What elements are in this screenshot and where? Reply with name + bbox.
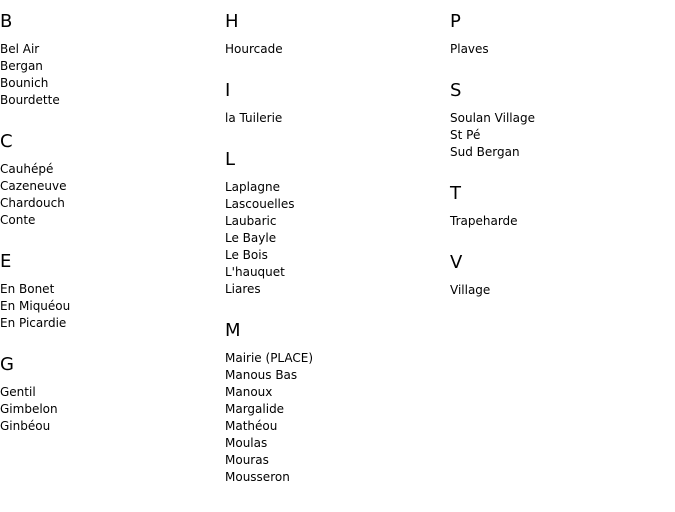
place-list: [225, 41, 445, 58]
letter-heading: I: [225, 80, 231, 101]
place-link[interactable]: Laubaric: [225, 214, 277, 228]
place-link[interactable]: Liares: [225, 282, 261, 296]
place-link[interactable]: Laplagne: [225, 180, 280, 194]
place-link[interactable]: Bounich: [0, 76, 49, 90]
letter-group: [450, 252, 670, 299]
place-link[interactable]: Lascouelles: [225, 197, 295, 211]
place-list: [0, 281, 220, 332]
letter-group: [450, 80, 670, 161]
index-column-1: [0, 0, 220, 435]
letter-heading: L: [225, 149, 236, 170]
place-link[interactable]: Bel Air: [0, 42, 40, 56]
letter-group: [450, 11, 670, 58]
place-link[interactable]: Chardouch: [0, 196, 65, 210]
place-list: [225, 110, 445, 127]
place-link[interactable]: En Picardie: [0, 316, 67, 330]
index-column-3: [450, 0, 670, 299]
letter-heading: P: [450, 11, 461, 32]
place-link[interactable]: Sud Bergan: [450, 145, 520, 159]
place-link[interactable]: Conte: [0, 213, 36, 227]
place-link[interactable]: Mousseron: [225, 470, 290, 484]
place-link[interactable]: Bourdette: [0, 93, 60, 107]
letter-group: [0, 11, 220, 109]
place-link[interactable]: Cauhépé: [0, 162, 54, 176]
place-list: [225, 350, 445, 486]
letter-group: [225, 149, 445, 298]
letter-group: [0, 354, 220, 435]
place-link[interactable]: Ginbéou: [0, 419, 51, 433]
place-list: [0, 161, 220, 229]
place-link[interactable]: St Pé: [450, 128, 481, 142]
place-link[interactable]: Trapeharde: [450, 214, 518, 228]
place-list: [450, 282, 670, 299]
place-link[interactable]: Mouras: [225, 453, 269, 467]
place-link[interactable]: Hourcade: [225, 42, 283, 56]
letter-group: [450, 183, 670, 230]
place-link[interactable]: Manoux: [225, 385, 273, 399]
place-link[interactable]: Le Bois: [225, 248, 268, 262]
place-link[interactable]: Le Bayle: [225, 231, 277, 245]
place-link[interactable]: Cazeneuve: [0, 179, 67, 193]
letter-heading: H: [225, 11, 239, 32]
place-link[interactable]: Gimbelon: [0, 402, 58, 416]
letter-heading: M: [225, 320, 241, 341]
letter-group: [0, 131, 220, 229]
letter-heading: V: [450, 252, 463, 273]
place-link[interactable]: Moulas: [225, 436, 268, 450]
place-link[interactable]: Bergan: [0, 59, 43, 73]
letter-heading: C: [0, 131, 13, 152]
letter-heading: G: [0, 354, 14, 375]
place-list: [0, 384, 220, 435]
place-link[interactable]: Margalide: [225, 402, 285, 416]
letter-group: [225, 11, 445, 58]
place-list: [450, 213, 670, 230]
letter-heading: T: [450, 183, 461, 204]
place-link[interactable]: Mathéou: [225, 419, 278, 433]
letter-group: [225, 80, 445, 127]
index-column-2: [225, 0, 445, 486]
place-list: [450, 41, 670, 58]
letter-group: [0, 251, 220, 332]
place-list: [225, 179, 445, 298]
place-link[interactable]: Plaves: [450, 42, 489, 56]
letter-heading: B: [0, 11, 13, 32]
place-link[interactable]: la Tuilerie: [225, 111, 283, 125]
place-link[interactable]: L'hauquet: [225, 265, 285, 279]
place-link[interactable]: Gentil: [0, 385, 36, 399]
place-link[interactable]: Mairie (PLACE): [225, 351, 314, 365]
letter-group: [225, 320, 445, 486]
place-link[interactable]: Soulan Village: [450, 111, 535, 125]
letter-heading: S: [450, 80, 462, 101]
letter-heading: E: [0, 251, 12, 272]
place-link[interactable]: En Miquéou: [0, 299, 71, 313]
place-list: [0, 41, 220, 109]
place-link[interactable]: En Bonet: [0, 282, 55, 296]
place-link[interactable]: Village: [450, 283, 491, 297]
place-list: [450, 110, 670, 161]
place-link[interactable]: Manous Bas: [225, 368, 298, 382]
